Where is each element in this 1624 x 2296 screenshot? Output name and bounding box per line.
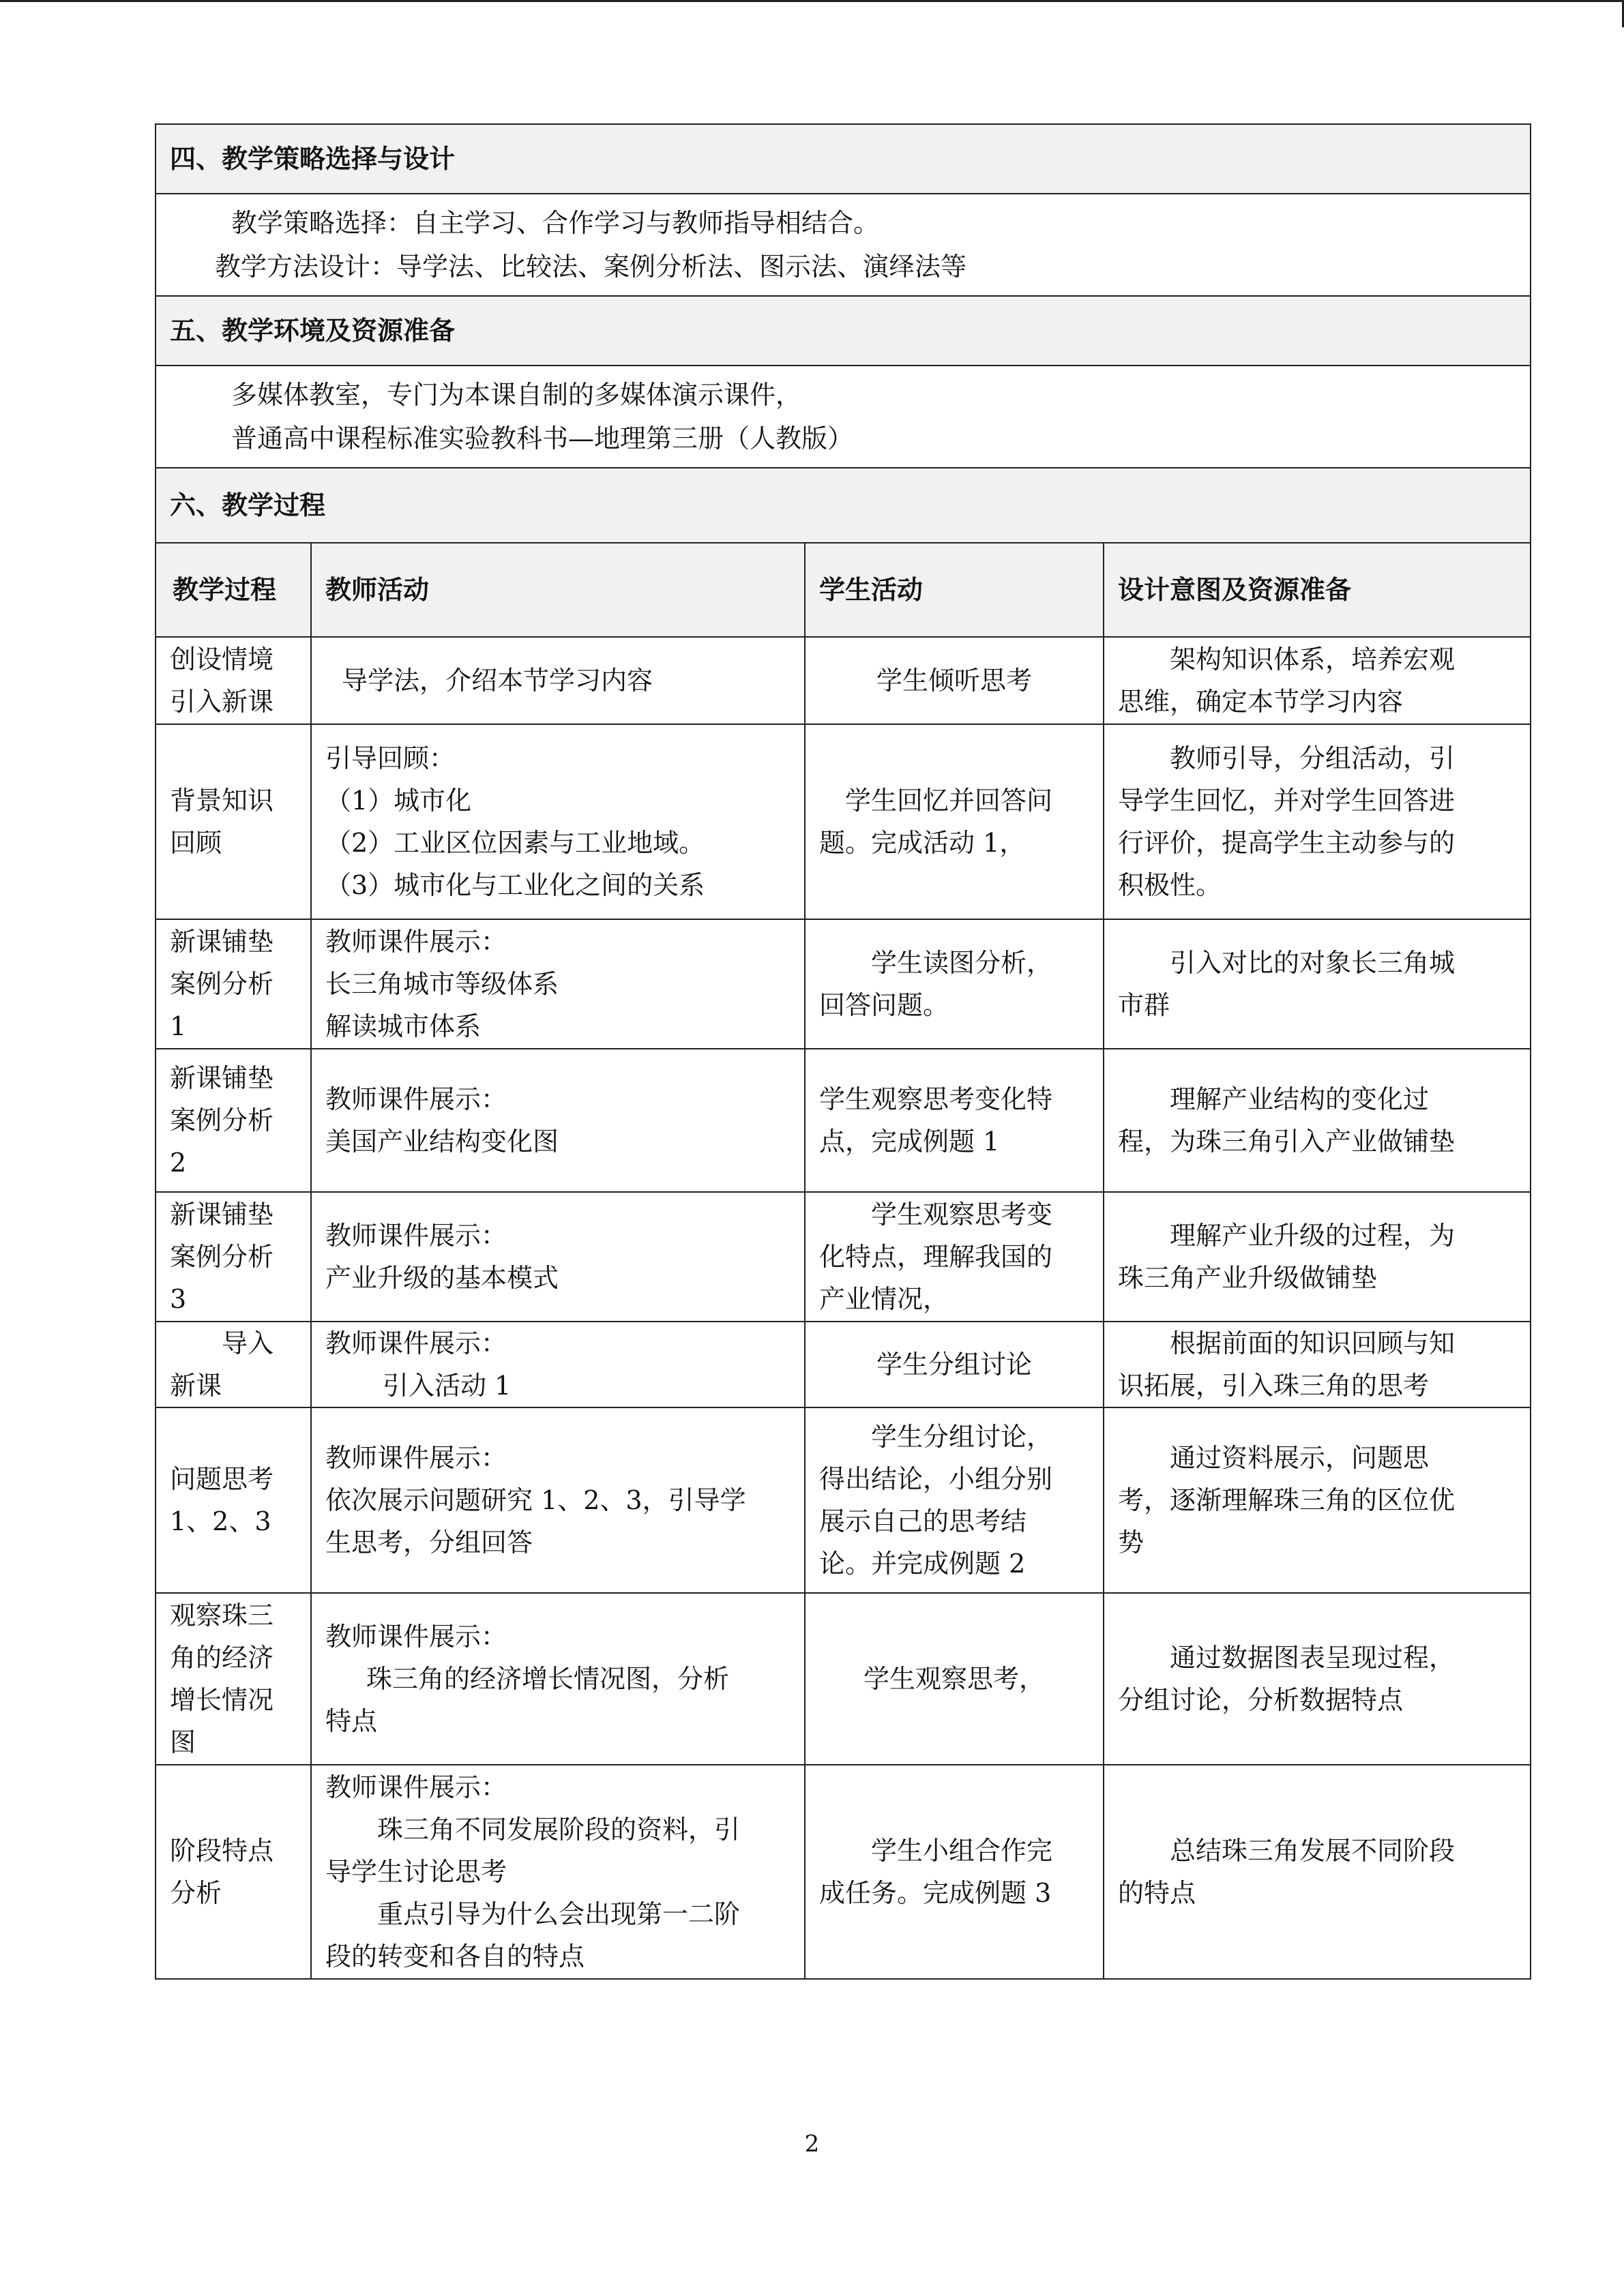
stage-cell: 新课铺垫 案例分析 2 bbox=[156, 1049, 311, 1192]
design-cell: 理解产业升级的过程，为 珠三角产业升级做铺垫 bbox=[1104, 1192, 1531, 1322]
student-cell: 学生观察思考变化特 点，完成例题 1 bbox=[805, 1049, 1104, 1192]
teacher-cell: 导学法，介绍本节学习内容 bbox=[311, 637, 805, 724]
table-row bbox=[156, 1765, 1531, 1979]
design-cell: 引入对比的对象长三角城 市群 bbox=[1104, 919, 1531, 1049]
teacher-cell: 教师课件展示： 美国产业结构变化图 bbox=[311, 1049, 805, 1192]
student-cell: 学生分组讨论 bbox=[805, 1322, 1104, 1407]
teacher-cell: 教师课件展示： 珠三角不同发展阶段的资料，引 导学生讨论思考 重点引导为什么会出现第一二阶 段的转变和各自的特点 bbox=[311, 1765, 805, 1979]
textbook-text: 普通高中课程标准实验教科书—地理第三册（人教版） bbox=[231, 423, 854, 453]
stage-cell: 新课铺垫 案例分析 3 bbox=[156, 1192, 311, 1322]
teacher-cell: 引导回顾： （1）城市化 （2）工业区位因素与工业地域。 （3）城市化与工业化之间的关系 bbox=[311, 724, 805, 919]
stage-cell: 导入 新课 bbox=[156, 1322, 311, 1407]
header-stage: 教学过程 bbox=[156, 543, 311, 637]
section-4-title: 四、教学策略选择与设计 bbox=[156, 124, 1531, 194]
page-number: 2 bbox=[804, 2130, 820, 2158]
header-teacher-activity: 教师活动 bbox=[311, 543, 805, 637]
design-cell: 教师引导，分组活动，引 导学生回忆，并对学生回答进 行评价，提高学生主动参与的 积极性。 bbox=[1104, 724, 1531, 919]
process-table-header bbox=[156, 543, 1531, 637]
table-row bbox=[156, 919, 1531, 1049]
stage-cell: 问题思考 1、2、3 bbox=[156, 1407, 311, 1593]
table-row bbox=[156, 1593, 1531, 1765]
table-row bbox=[156, 724, 1531, 919]
teaching-strategy-text: 教学策略选择：自主学习、合作学习与教师指导相结合。 bbox=[231, 208, 880, 238]
environment-text: 多媒体教室，专门为本课自制的多媒体演示课件， bbox=[231, 380, 802, 410]
teacher-cell: 教师课件展示： 珠三角的经济增长情况图，分析 特点 bbox=[311, 1593, 805, 1765]
section-5-header bbox=[156, 296, 1531, 366]
section-4-body bbox=[156, 194, 1531, 296]
lesson-plan-document bbox=[155, 123, 1530, 1980]
teaching-method-text: 教学方法设计：导学法、比较法、案例分析法、图示法、演绎法等 bbox=[215, 252, 967, 282]
lesson-plan-table bbox=[155, 123, 1531, 1980]
teacher-cell: 教师课件展示： 依次展示问题研究 1、2、3，引导学 生思考，分组回答 bbox=[311, 1407, 805, 1593]
design-cell: 通过数据图表呈现过程， 分组讨论，分析数据特点 bbox=[1104, 1593, 1531, 1765]
design-cell: 通过资料展示，问题思 考，逐渐理解珠三角的区位优 势 bbox=[1104, 1407, 1531, 1593]
table-row bbox=[156, 1407, 1531, 1593]
design-cell: 总结珠三角发展不同阶段 的特点 bbox=[1104, 1765, 1531, 1979]
page-top-border bbox=[0, 0, 1624, 2]
design-cell: 根据前面的知识回顾与知 识拓展，引入珠三角的思考 bbox=[1104, 1322, 1531, 1407]
student-cell: 学生读图分析， 回答问题。 bbox=[805, 919, 1104, 1049]
stage-cell: 背景知识 回顾 bbox=[156, 724, 311, 919]
table-row bbox=[156, 637, 1531, 724]
design-cell: 理解产业结构的变化过 程，为珠三角引入产业做铺垫 bbox=[1104, 1049, 1531, 1192]
student-cell: 学生观察思考， bbox=[805, 1593, 1104, 1765]
stage-cell: 新课铺垫 案例分析 1 bbox=[156, 919, 311, 1049]
header-design-intent: 设计意图及资源准备 bbox=[1104, 543, 1531, 637]
section-6-title: 六、教学过程 bbox=[156, 468, 1531, 543]
table-row bbox=[156, 1049, 1531, 1192]
student-cell: 学生小组合作完 成任务。完成例题 3 bbox=[805, 1765, 1104, 1979]
teacher-cell: 教师课件展示： 引入活动 1 bbox=[311, 1322, 805, 1407]
teacher-cell: 教师课件展示： 产业升级的基本模式 bbox=[311, 1192, 805, 1322]
student-cell: 学生观察思考变 化特点，理解我国的 产业情况， bbox=[805, 1192, 1104, 1322]
design-cell: 架构知识体系，培养宏观 思维，确定本节学习内容 bbox=[1104, 637, 1531, 724]
stage-cell: 创设情境 引入新课 bbox=[156, 637, 311, 724]
header-student-activity: 学生活动 bbox=[805, 543, 1104, 637]
section-6-header bbox=[156, 468, 1531, 543]
stage-cell: 观察珠三 角的经济 增长情况 图 bbox=[156, 1593, 311, 1765]
student-cell: 学生倾听思考 bbox=[805, 637, 1104, 724]
table-row bbox=[156, 1322, 1531, 1407]
stage-cell: 阶段特点 分析 bbox=[156, 1765, 311, 1979]
table-row bbox=[156, 1192, 1531, 1322]
section-4-header bbox=[156, 124, 1531, 194]
teacher-cell: 教师课件展示： 长三角城市等级体系 解读城市体系 bbox=[311, 919, 805, 1049]
student-cell: 学生回忆并回答问 题。完成活动 1， bbox=[805, 724, 1104, 919]
section-5-body bbox=[156, 366, 1531, 468]
student-cell: 学生分组讨论， 得出结论，小组分别 展示自己的思考结 论。并完成例题 2 bbox=[805, 1407, 1104, 1593]
section-5-title: 五、教学环境及资源准备 bbox=[156, 296, 1531, 366]
